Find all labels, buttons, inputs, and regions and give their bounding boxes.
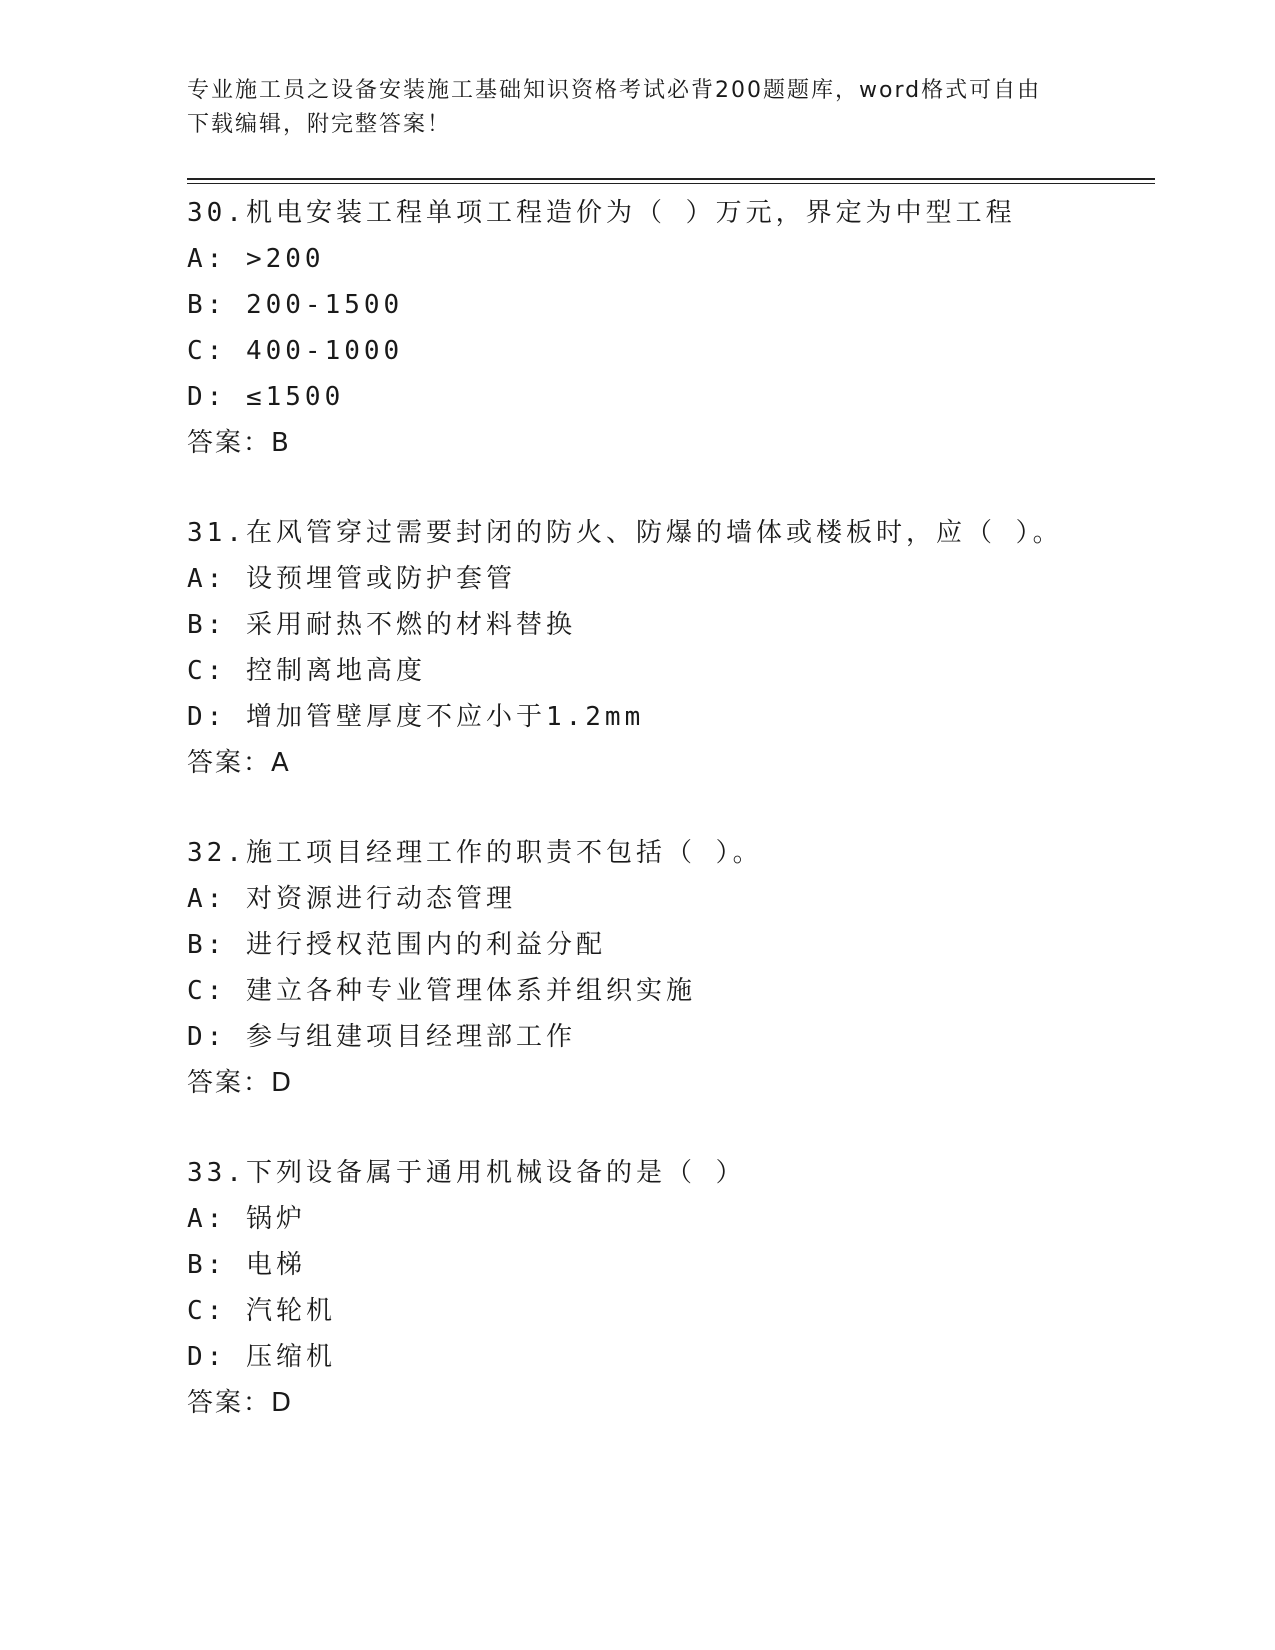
option-a: A: 设预埋管或防护套管 <box>187 564 516 594</box>
option-d: D: 增加管壁厚度不应小于1.2mm <box>187 702 645 732</box>
option-b: B: 电梯 <box>187 1250 306 1280</box>
option-d: D: ≤1500 <box>187 382 345 412</box>
header-divider-thick <box>187 178 1155 180</box>
option-c: C: 建立各种专业管理体系并组织实施 <box>187 976 696 1006</box>
question-list <box>187 190 1155 1426</box>
answer: 答案：D <box>187 1388 294 1418</box>
option-a: A: >200 <box>187 244 325 274</box>
option-d: D: 压缩机 <box>187 1342 336 1372</box>
option-a: A: 对资源进行动态管理 <box>187 884 516 914</box>
option-d: D: 参与组建项目经理部工作 <box>187 1022 576 1052</box>
option-c: C: 400-1000 <box>187 336 404 366</box>
option-b: B: 采用耐热不燃的材料替换 <box>187 610 576 640</box>
option-c: C: 控制离地高度 <box>187 656 426 686</box>
option-b: B: 200-1500 <box>187 290 404 320</box>
header-line-1: 专业施工员之设备安装施工基础知识资格考试必背200题题库，word格式可自由 <box>187 78 1042 103</box>
option-c: C: 汽轮机 <box>187 1296 336 1326</box>
question-33 <box>187 1150 1155 1426</box>
answer: 答案：B <box>187 428 291 458</box>
question-30 <box>187 190 1155 466</box>
answer: 答案：D <box>187 1068 294 1098</box>
question-32 <box>187 830 1155 1106</box>
option-b: B: 进行授权范围内的利益分配 <box>187 930 606 960</box>
header-divider-thin <box>187 183 1155 184</box>
question-stem: 32.施工项目经理工作的职责不包括（ ）。 <box>187 838 763 868</box>
option-a: A: 锅炉 <box>187 1204 306 1234</box>
question-stem: 31.在风管穿过需要封闭的防火、防爆的墙体或楼板时，应（ ）。 <box>187 518 1063 548</box>
header-line-2: 下载编辑，附完整答案！ <box>187 112 452 137</box>
question-stem: 33.下列设备属于通用机械设备的是（ ） <box>187 1158 746 1188</box>
question-stem: 30.机电安装工程单项工程造价为（ ）万元，界定为中型工程 <box>187 198 1016 228</box>
document-header <box>187 74 1087 142</box>
answer: 答案：A <box>187 748 291 778</box>
question-31 <box>187 510 1155 786</box>
